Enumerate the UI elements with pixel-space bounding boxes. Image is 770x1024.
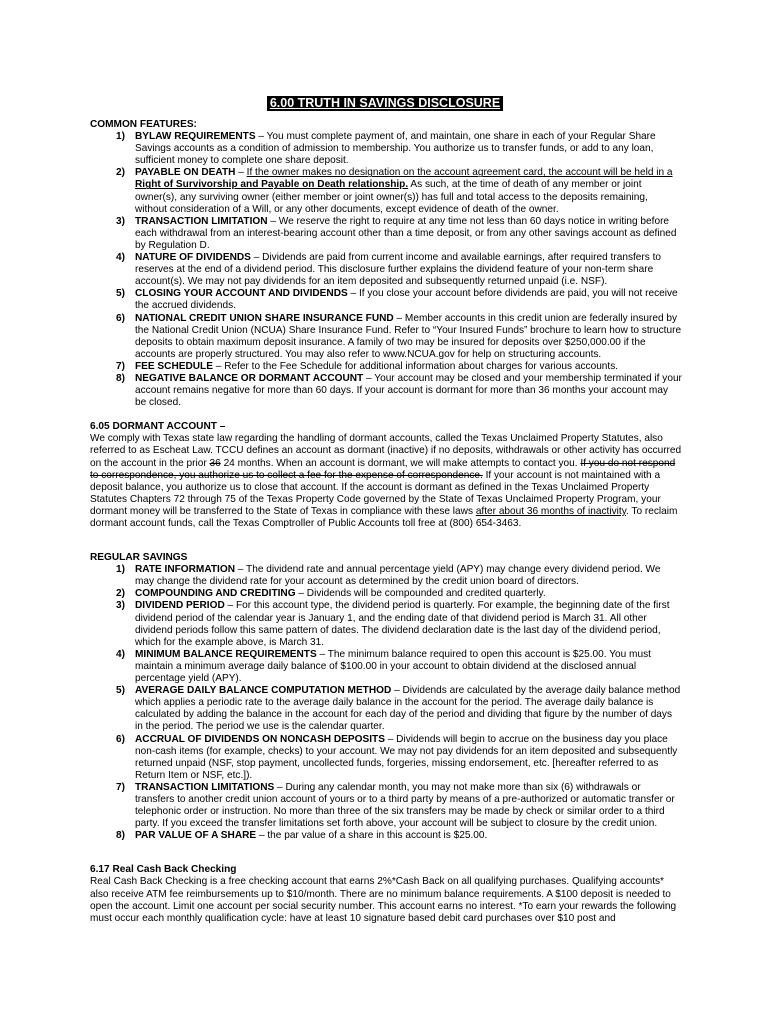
list-item: 7) FEE SCHEDULE – Refer to the Fee Schedule for additional information about charges for various accounts. [116,360,619,372]
common-features-heading: COMMON FEATURES: [90,119,197,130]
list-item: 5) CLOSING YOUR ACCOUNT AND DIVIDENDS – If you close your account before dividends are paid, you will not receive the accrued dividends. [116,288,678,312]
list-item: 4) MINIMUM BALANCE REQUIREMENTS – The minimum balance required to open this account is $25.00. You must maintain a minimum average daily balance of $100.00 in your account to obtain dividend at the disclosed annual percentage yield (APY). [116,648,651,685]
title-text: 6.00 TRUTH IN SAVINGS DISCLOSURE [267,96,503,111]
list-item: 1) RATE INFORMATION – The dividend rate and annual percentage yield (APY) may change every dividend period. We may change the dividend rate for your account as determined by the credit union board of directors. [116,564,661,588]
list-item: 2) COMPOUNDING AND CREDITING – Dividends will be compounded and credited quarterly. [116,588,546,600]
list-item: 3) TRANSACTION LIMITATION – We reserve the right to require at any time not less than 60 days notice in writing before each withdrawal from an interest-bearing account other than a time deposit, or from any other savings account as defined by Regulation D. [116,215,677,251]
list-item: 6) NATIONAL CREDIT UNION SHARE INSURANCE FUND – Member accounts in this credit union are federally insured by the National Credit Union (NCUA) Share Insurance Fund. Refer to “Your Insured Funds” brochure to learn how to structure deposits to obtain maximum deposit insurance. A family of two may be insured for deposits over $250,000.00 if the accounts are properly structured. You may also refer to www.NCUA.gov for help on structuring accounts. [116,312,682,360]
cash-back-checking-section [90,864,682,924]
regular-savings-list [90,564,682,842]
list-item: 2) PAYABLE ON DEATH – If the owner makes no designation on the account agreement card, the account will be held in a Right of Survivorship and Payable on Death relationship. As such, at the time of death of any member or joint owner(s), any surviving owner (either member or joint owner(s)) has full and total access to the deposits remaining, without consideration of a Will, or any other documents, except evidence of death of the owner. [116,167,673,215]
regular-savings-section [90,552,682,842]
dormant-account-heading: 6.05 DORMANT ACCOUNT – [90,421,226,433]
cash-back-checking-paragraph: Real Cash Back Checking is a free checking account that earns 2%*Cash Back on all qualifying purchases. Qualifying accounts* also receive ATM fee reimbursements up to $10/month. There are no minimum balance requirements. A $100 deposit is needed to open the account. Limit one account per social security number. This account earns no interest. *To earn your rewards the following must occur each monthly qualification cycle: have at least 10 signature based debit card purchases over $10 post and [90,876,677,924]
common-features-list [90,131,682,409]
list-item: 8) PAR VALUE OF A SHARE – the par value of a share in this account is $25.00. [116,830,488,842]
document-title [0,94,770,112]
list-item: 5) AVERAGE DAILY BALANCE COMPUTATION METHOD – Dividends are calculated by the average daily balance method which applies a periodic rate to the average daily balance in the account for the period. The average daily balance is calculated by adding the balance in the account for each day of the period and dividing that figure by the number of days in the period. The period we use is the calendar quarter. [116,685,681,733]
common-features-section [90,119,682,409]
list-item: 3) DIVIDEND PERIOD – For this account type, the dividend period is quarterly. For example, the beginning date of the first dividend period of the calendar year is January 1, and the ending date of that dividend period is March 31. All other dividend periods follow this same pattern of dates. The dividend declaration date is the last day of the dividend period, which for the example above, is March 31. [116,600,670,648]
list-item: 1) BYLAW REQUIREMENTS – You must complete payment of, and maintain, one share in each of your Regular Share Savings accounts as a condition of admission to membership. You authorize us to transfer funds, or add to any loan, sufficient money to complete one share deposit. [116,131,656,167]
dormant-account-paragraph: We comply with Texas state law regarding the handling of dormant accounts, called the Texas Unclaimed Property Statutes, also referred to as Escheat Law. TCCU defines an account as dormant (inactive) if no deposits, withdrawals or other activity has occurred on the account in the prior 36 24 months. When an account is dormant, we will make attempts to contact you. If you do not respond to correspondence, you authorize us to collect a fee for the expense of correspondence. If your account is not maintained with a deposit balance, you authorize us to close that account. If the account is dormant as defined in the Texas Unclaimed Property Statutes Chapters 72 through 75 of the Texas Property Code governed by the State of Texas Unclaimed Property Program, your dormant money will be transferred to the State of Texas in compliance with these laws after about 36 months of inactivity. To reclaim dormant account funds, call the Texas Comptroller of Public Accounts toll free at (800) 654-3463. [90,433,682,529]
regular-savings-heading: REGULAR SAVINGS [90,552,188,564]
list-item: 7) TRANSACTION LIMITATIONS – During any calendar month, you may not make more than six (6) withdrawals or transfers to another credit union account of yours or to a third party by means of a pre-authorized or automatic transfer or telephonic order or instruction. No more than three of the six transfers may be made by check or similar order to a third party. If you exceed the transfer limitations set forth above, your account will be subject to closure by the credit union. [116,781,675,830]
cash-back-checking-heading: 6.17 Real Cash Back Checking [90,864,237,876]
list-item: 8) NEGATIVE BALANCE OR DORMANT ACCOUNT – Your account may be closed and your membership terminated if your account remains negative for more than 60 days. If your account is dormant for more than 36 months your account may be closed. [116,372,682,409]
list-item: 4) NATURE OF DIVIDENDS – Dividends are paid from current income and available earnings, after required transfers to reserves at the end of a dividend period. This disclosure further explains the dividend feature of your non-term share account(s). We may not pay dividends for an item deposited and subsequently returned unpaid (i.e. NSF). [116,252,662,288]
document-body [90,119,682,925]
dormant-account-section [90,421,682,530]
list-item: 6) ACCRUAL OF DIVIDENDS ON NONCASH DEPOSITS – Dividends will begin to accrue on the business day you place non-cash items (for example, checks) to your account. We may not pay dividends for an item deposited and subsequently returned unpaid (NSF, stop payment, uncollected funds, forgeries, missing endorsement, etc. [hereafter referred to as Return Item or NSF, etc.]). [116,733,678,781]
